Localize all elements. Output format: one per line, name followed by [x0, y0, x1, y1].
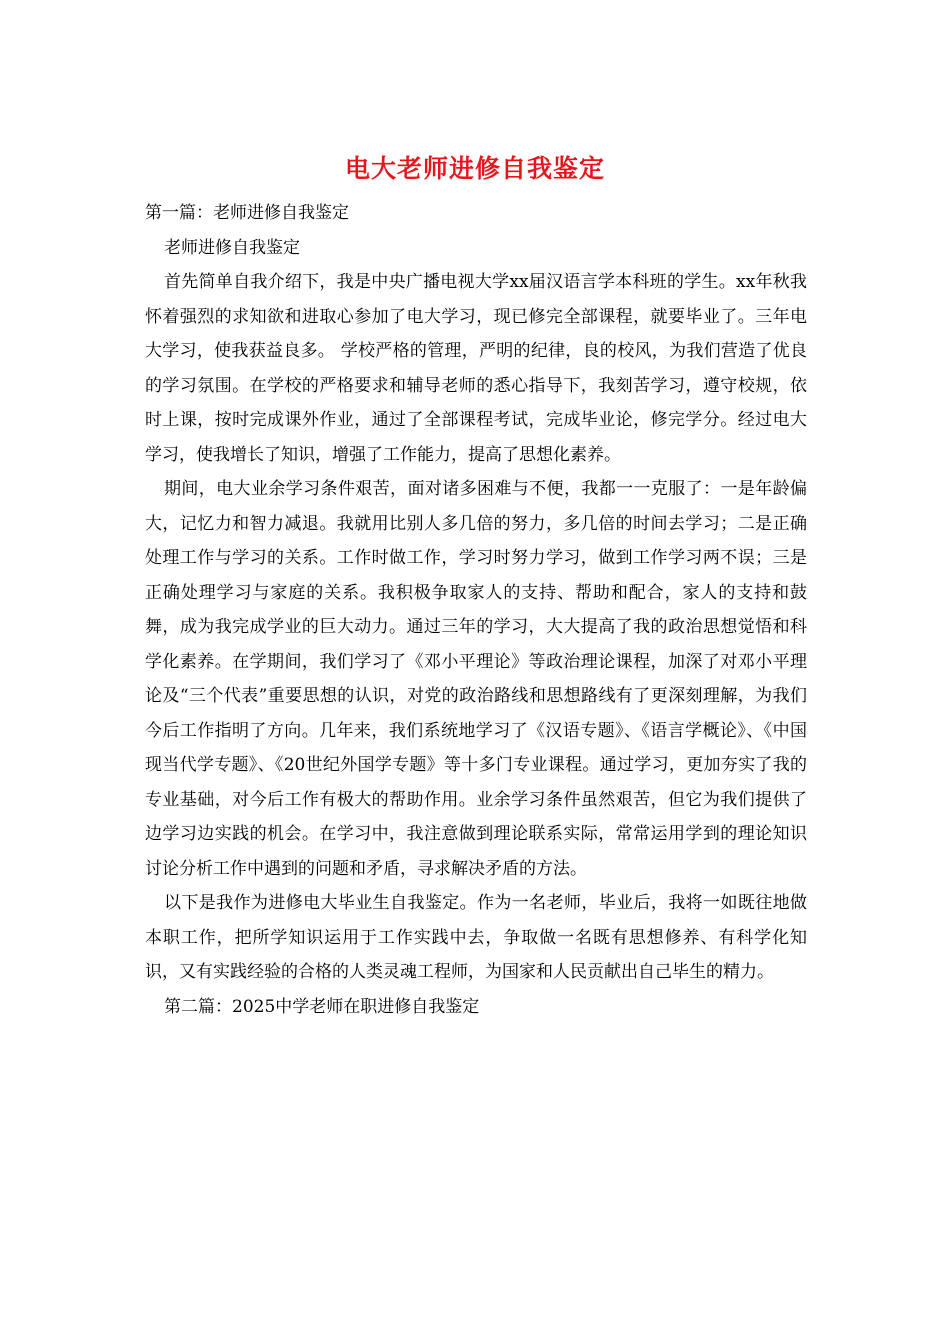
paragraph: 期间，电大业余学习条件艰苦，面对诸多困难与不便，我都一一克服了：一是年龄偏大，记忆力和智力减退。我就用比别人多几倍的努力，多几倍的时间去学习；二是正确处理工作与学习的关系。工作时做工作，学习时努力学习，做到工作学习两不误；三是正确处理学习与家庭的关系。我积极争取家人的支持、帮助和配合，家人的支持和鼓舞，成为我完成学业的巨大动力。通过三年的学习，大大提高了我的政治思想觉悟和科学化素养。在学期间，我们学习了《邓小平理论》等政治理论课程，加深了对邓小平理论及“三个代表”重要思想的认识，对党的政治路线和思想路线有了更深刻理解，为我们今后工作指明了方向。几年来，我们系统地学习了《汉语专题》、《语言学概论》、《中国现当代学专题》、《20世纪外国学专题》等十多门专业课程。通过学习，更加夯实了我的专业基础，对今后工作有极大的帮助作用。业余学习条件虽然艰苦，但它为我们提供了边学习边实践的机会。在学习中，我注意做到理论联系实际，常常运用学到的理论知识讨论分析工作中遇到的问题和矛盾，寻求解决矛盾的方法。 — [145, 479, 807, 879]
paragraph: 首先简单自我介绍下，我是中央广播电视大学xx届汉语言学本科班的学生。xx年秋我怀着强烈的求知欲和进取心参加了电大学习，现已修完全部课程，就要毕业了。三年电大学习，使我获益良多。 学校严格的管理，严明的纪律，良的校风，为我们营造了优良的学习氛围。在学校的严格要求和辅导老师的悉心指导下，我刻苦学习，遵守校规，依时上课，按时完成课外作业，通过了全部课程考试，完成毕业论，修完学分。经过电大学习，使我增长了知识，增强了工作能力，提高了思想化素养。 — [145, 272, 807, 465]
document-subtitle: 老师进修自我鉴定 — [164, 237, 300, 258]
document-body — [145, 196, 807, 1024]
paragraph: 以下是我作为进修电大毕业生自我鉴定。作为一名老师，毕业后，我将一如既往地做本职工作，把所学知识运用于工作实践中去，争取做一名既有思想修养、有科学化知识，又有实践经验的合格的人类灵魂工程师，为国家和人民贡献出自己毕生的精力。 — [145, 893, 807, 982]
document-title: 电大老师进修自我鉴定 — [344, 154, 605, 183]
section-heading-2: 第二篇：2025中学老师在职进修自我鉴定 — [164, 996, 480, 1017]
section-heading-1: 第一篇：老师进修自我鉴定 — [145, 203, 349, 223]
